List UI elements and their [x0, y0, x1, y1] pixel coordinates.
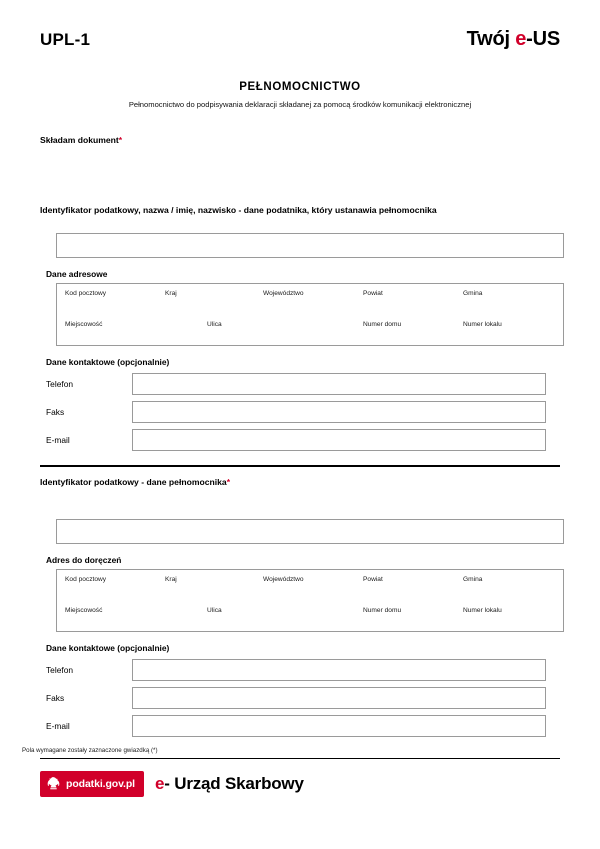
- taxpayer-fax-row: [40, 401, 560, 423]
- label-wojewodztwo: Województwo: [263, 576, 304, 583]
- attorney-address-box[interactable]: [56, 569, 564, 632]
- e-urzad-skarbowy-logo: [155, 774, 304, 794]
- document-footer: [0, 759, 600, 797]
- attorney-address-row-1: [57, 570, 563, 601]
- taxpayer-section-heading: Identyfikator podatkowy, nazwa / imię, nazwisko - dane podatnika, który ustanawia pełnomocnika: [40, 205, 437, 215]
- taxpayer-address-box[interactable]: [56, 283, 564, 346]
- eagle-emblem-icon: [46, 776, 61, 793]
- page-title: PEŁNOMOCNICTWO: [239, 81, 361, 93]
- attorney-email-label: E-mail: [46, 721, 70, 731]
- document-body: [0, 135, 600, 451]
- page-subtitle: Pełnomocnictwo do podpisywania deklaracji składanej za pomocą środków komunikacji elektronicznej: [128, 100, 472, 109]
- form-code: UPL-1: [40, 29, 91, 49]
- attorney-contact-heading-main: Dane kontaktowe: [46, 643, 118, 653]
- attorney-fax-label: Faks: [46, 693, 65, 703]
- label-powiat: Powiat: [363, 576, 383, 583]
- attorney-email-input[interactable]: [132, 715, 546, 737]
- taxpayer-address-heading: Dane adresowe: [46, 269, 108, 279]
- title-block: [0, 81, 600, 109]
- label-gmina: Gmina: [463, 290, 483, 297]
- attorney-identifier-input[interactable]: [56, 519, 564, 544]
- submit-document-heading: [40, 135, 560, 145]
- label-gmina: Gmina: [463, 576, 483, 583]
- taxpayer-fax-label: Faks: [46, 407, 65, 417]
- attorney-contact-heading-optional: (opcjonalnie): [117, 643, 170, 653]
- label-kraj: Kraj: [165, 576, 177, 583]
- label-wojewodztwo: Województwo: [263, 290, 304, 297]
- attorney-section: [0, 477, 600, 737]
- submit-document-label: Składam dokument: [40, 135, 119, 145]
- label-ulica: Ulica: [207, 321, 222, 328]
- taxpayer-contact-heading: [46, 357, 560, 367]
- attorney-phone-label: Telefon: [46, 665, 74, 675]
- label-numer-domu: Numer domu: [363, 607, 402, 614]
- podatki-gov-badge[interactable]: [40, 771, 144, 797]
- label-numer-lokalu: Numer lokalu: [463, 321, 502, 328]
- taxpayer-fax-input[interactable]: [132, 401, 546, 423]
- label-numer-lokalu: Numer lokalu: [463, 607, 502, 614]
- attorney-contact-heading: [46, 643, 560, 653]
- required-asterisk: *: [118, 135, 123, 145]
- label-numer-domu: Numer domu: [363, 321, 402, 328]
- taxpayer-email-input[interactable]: [132, 429, 546, 451]
- attorney-phone-row: [40, 659, 560, 681]
- attorney-address-row-2: [57, 601, 563, 632]
- attorney-fax-input[interactable]: [132, 687, 546, 709]
- urzad-skarbowy-label: - Urząd Skarbowy: [164, 774, 304, 793]
- attorney-required-asterisk: *: [226, 477, 231, 487]
- brand-suffix: -US: [526, 28, 560, 50]
- label-kod-pocztowy: Kod pocztowy: [65, 290, 107, 297]
- label-powiat: Powiat: [363, 290, 383, 297]
- attorney-address-heading: Adres do doręczeń: [46, 555, 122, 565]
- brand-prefix: Twój: [466, 28, 516, 50]
- brand-accent: e: [515, 28, 527, 50]
- taxpayer-contact-heading-main: Dane kontaktowe: [46, 357, 118, 367]
- taxpayer-phone-input[interactable]: [132, 373, 546, 395]
- taxpayer-email-label: E-mail: [46, 435, 70, 445]
- attorney-section-heading: [40, 477, 560, 487]
- label-kod-pocztowy: Kod pocztowy: [65, 576, 107, 583]
- label-kraj: Kraj: [165, 290, 177, 297]
- label-ulica: Ulica: [207, 607, 222, 614]
- taxpayer-address-row-2: [57, 315, 563, 346]
- taxpayer-email-row: [40, 429, 560, 451]
- attorney-heading-label: Identyfikator podatkowy - dane pełnomocnika: [40, 477, 227, 487]
- label-miejscowosc: Miejscowość: [65, 321, 103, 328]
- label-miejscowosc: Miejscowość: [65, 607, 103, 614]
- taxpayer-address-row-1: [57, 284, 563, 315]
- taxpayer-contact-heading-optional: (opcjonalnie): [117, 357, 170, 367]
- brand-logo: [467, 28, 560, 51]
- required-fields-footnote: Pola wymagane zostały zaznaczone gwiazdką (*): [22, 747, 158, 754]
- attorney-email-row: [40, 715, 560, 737]
- taxpayer-phone-row: [40, 373, 560, 395]
- section-divider: [40, 465, 560, 467]
- attorney-fax-row: [40, 687, 560, 709]
- attorney-phone-input[interactable]: [132, 659, 546, 681]
- podatki-gov-label: podatki.gov.pl: [66, 778, 135, 790]
- document-header: [0, 0, 600, 51]
- e-prefix: e: [155, 774, 165, 793]
- taxpayer-identifier-input[interactable]: [56, 233, 564, 258]
- taxpayer-phone-label: Telefon: [46, 379, 74, 389]
